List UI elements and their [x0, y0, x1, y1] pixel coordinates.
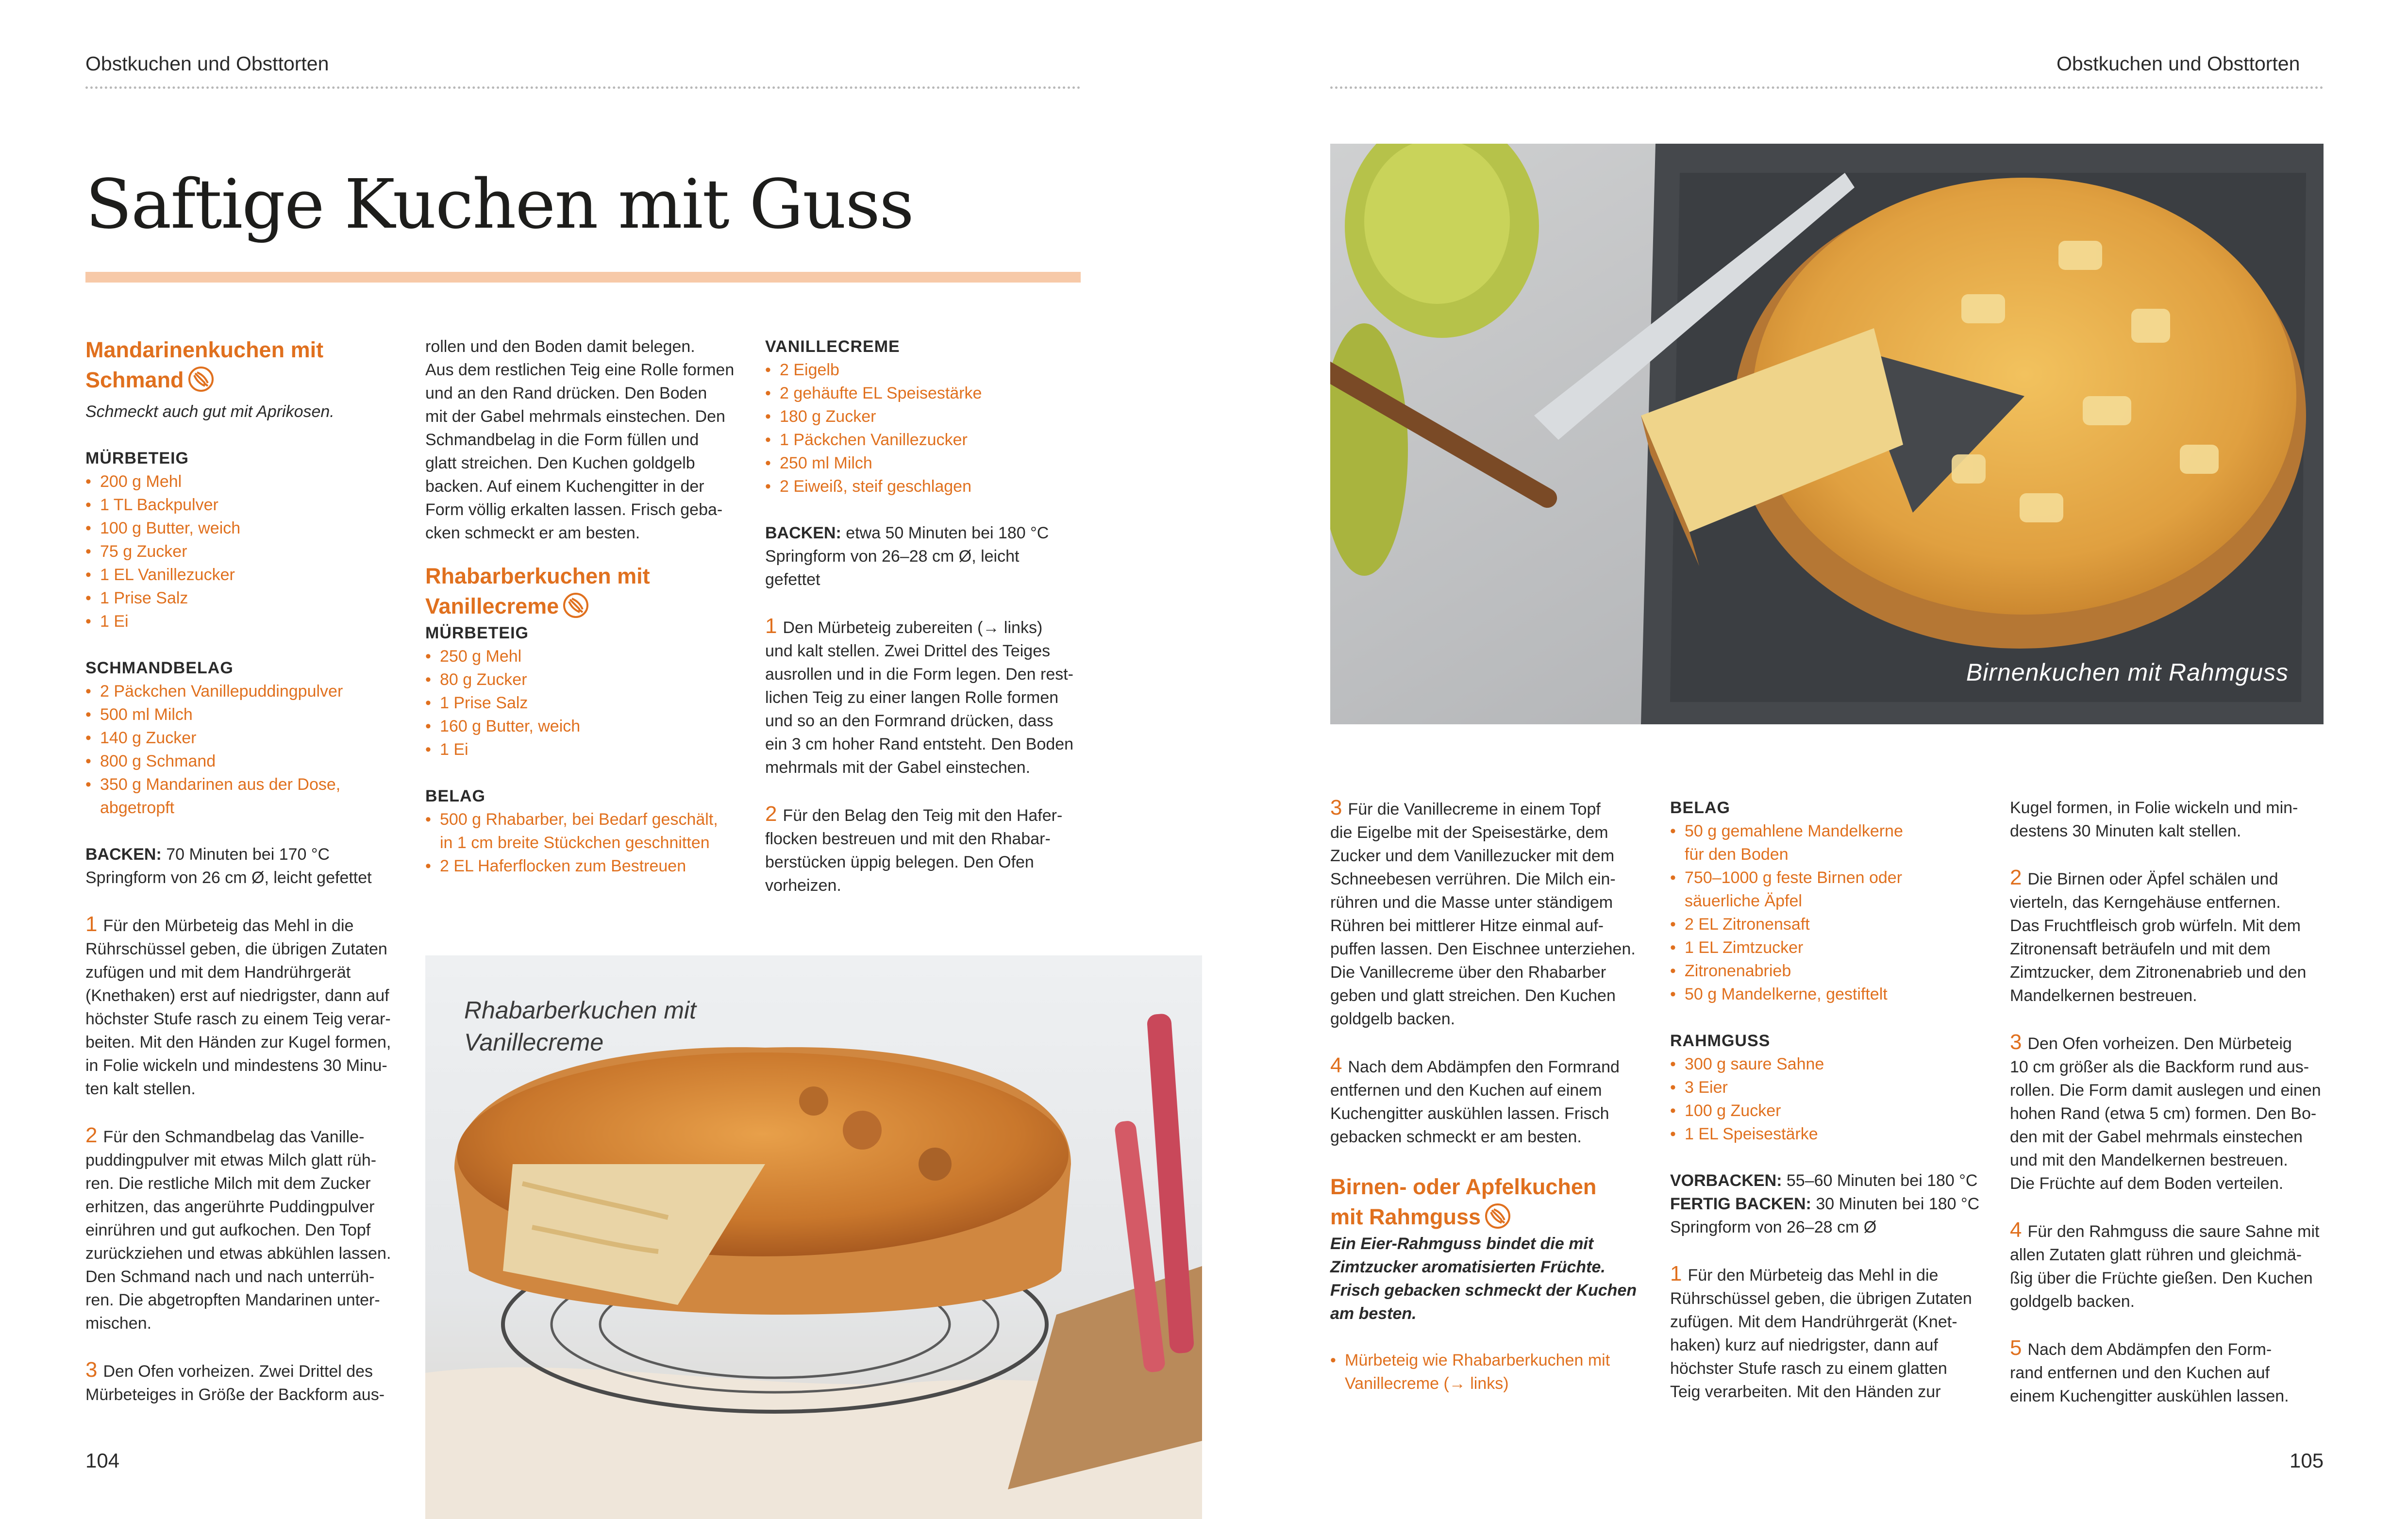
- ingredient-item-continued: abgetropft: [100, 799, 175, 817]
- text-line: [765, 568, 1095, 591]
- ingredient-item: • 200 g Mehl: [85, 470, 406, 493]
- page-title: Saftige Kuchen mit Guss: [85, 165, 913, 244]
- text-line: [1330, 796, 1660, 821]
- text-line-content: vorheizen.: [765, 876, 841, 895]
- page-number-right: 105: [2290, 1449, 2324, 1472]
- text-line: [85, 1149, 406, 1172]
- text-line: [2010, 1079, 2340, 1102]
- text-line-content: rand entfernen und den Kuchen auf: [2010, 1364, 2270, 1382]
- ingredient-item: • 300 g saure Sahne: [1670, 1052, 2000, 1076]
- text-line: [765, 545, 1095, 568]
- ingredient-item: • 140 g Zucker: [85, 726, 406, 750]
- text-line: [2010, 1149, 2340, 1172]
- text-line: [425, 498, 755, 521]
- text-line-content: den mit der Gabel mehrmals einstechen: [2010, 1128, 2303, 1146]
- text-line-content: 10 cm größer als die Backform rund aus-: [2010, 1058, 2309, 1076]
- text-line: [1330, 1054, 1660, 1079]
- text-line-content: und mit den Mandelkernen bestreuen.: [2010, 1151, 2288, 1169]
- text-line: [1330, 1232, 1660, 1255]
- ingredient-item: • 500 ml Milch: [85, 703, 406, 726]
- text-line-content: puffen lassen. Den Eischnee unterziehen.: [1330, 940, 1636, 958]
- step-number: 1: [765, 614, 777, 638]
- text-line: [425, 521, 755, 545]
- section-label: MÜRBETEIG: [425, 624, 529, 642]
- ingredient-item: • 2 EL Haferflocken zum Bestreuen: [425, 854, 755, 878]
- text-line: [2010, 1172, 2340, 1195]
- ingredient-item: • Zitronenabrieb: [1670, 959, 2000, 983]
- step-2: [765, 802, 1095, 897]
- ingredient-item: • 1 Ei: [425, 738, 755, 761]
- text-line: [765, 827, 1095, 851]
- text-line-content: Springform von 26–28 cm Ø, leicht: [765, 547, 1020, 566]
- photo-caption-rhubarb: Rhabarberkuchen mit Vanillecreme: [464, 997, 697, 1056]
- ingredient-item: • 2 EL Zitronensaft: [1670, 913, 2000, 936]
- continued-text: [425, 335, 755, 545]
- text-line: [1670, 1380, 2000, 1403]
- ingredient-list-belag: [425, 808, 755, 878]
- step-number: 3: [85, 1358, 98, 1382]
- text-line-content: einem Kuchengitter auskühlen lassen.: [2010, 1387, 2289, 1405]
- text-line-content: cken schmeckt er am besten.: [425, 524, 640, 542]
- text-line-content: mischen.: [85, 1314, 152, 1333]
- step-number: 2: [765, 802, 777, 826]
- text-line-content: Zitronensaft beträufeln und mit dem: [2010, 940, 2271, 958]
- text-line: [1330, 914, 1660, 937]
- ingredient-item-continued: säuerliche Äpfel: [1685, 892, 1802, 910]
- text-line-content: lichen Teig zu einer langen Rolle formen: [765, 688, 1059, 707]
- running-head-left: Obstkuchen und Obsttorten: [85, 52, 329, 75]
- text-line-content: am besten.: [1330, 1304, 1417, 1323]
- text-line: [2010, 1031, 2340, 1055]
- step-1: [1670, 1262, 2000, 1403]
- text-line: [2010, 1290, 2340, 1313]
- ingredient-item: • 750–1000 g feste Birnen oder: [1670, 866, 2000, 889]
- text-line: [765, 851, 1095, 874]
- text-line-content: Die Vanillecreme über den Rhabarber: [1330, 963, 1606, 982]
- text-line: [1330, 844, 1660, 868]
- text-line: [1330, 891, 1660, 914]
- text-line: [85, 1054, 406, 1077]
- text-line-content: glatt streichen. Den Kuchen goldgelb: [425, 454, 695, 472]
- baking-form: [765, 545, 1095, 591]
- ingredient-item: • 350 g Mandarinen aus der Dose,: [85, 773, 406, 796]
- ingredient-item: • 75 g Zucker: [85, 540, 406, 563]
- ingredient-item: • 1 Prise Salz: [85, 586, 406, 610]
- section-label: BELAG: [1670, 799, 1730, 817]
- baking-info: VORBACKEN: 55–60 Minuten bei 180 °C: [1670, 1171, 1978, 1190]
- ingredient-list-rahmguss: [1670, 1052, 2000, 1146]
- column-rhabarber-2: [765, 335, 1095, 897]
- text-line: [1330, 1279, 1660, 1302]
- text-line: [85, 1195, 406, 1219]
- text-line: [85, 1172, 406, 1195]
- ingredient-item: • 1 Prise Salz: [425, 691, 755, 715]
- text-line: [1330, 937, 1660, 961]
- text-line: [765, 733, 1095, 756]
- step-number: 2: [85, 1123, 98, 1147]
- ingredient-item-continued: in 1 cm breite Stückchen geschnitten: [440, 834, 710, 852]
- photo-rhubarb-cake: [425, 955, 1202, 1519]
- text-line: [85, 1007, 406, 1031]
- text-line: [765, 663, 1095, 686]
- ingredient-item: • 160 g Butter, weich: [425, 715, 755, 738]
- text-line: [765, 874, 1095, 897]
- step-4: [2010, 1219, 2340, 1313]
- text-line: [2010, 1243, 2340, 1267]
- text-line-content: höchster Stufe rasch zu einem glatten: [1670, 1359, 1947, 1378]
- ingredient-item: • 1 Ei: [85, 610, 406, 633]
- step-1: [765, 615, 1095, 779]
- whisk-icon: [1485, 1203, 1511, 1229]
- text-line: [2010, 961, 2340, 984]
- recipe-subtitle-mandarin: Schmeckt auch gut mit Aprikosen.: [85, 402, 334, 421]
- text-line-content: gefettet: [765, 570, 820, 589]
- text-line-content: haken) kurz auf niedrigster, dann auf: [1670, 1336, 1938, 1354]
- text-line-content: Zimtzucker, dem Zitronenabrieb und den: [2010, 963, 2307, 982]
- ingredient-item: • 180 g Zucker: [765, 405, 1095, 428]
- text-line-content: und an den Rand drücken. Den Boden: [425, 384, 707, 402]
- text-line-content: Rührschüssel geben, die übrigen Zutaten: [85, 940, 387, 958]
- text-line-content: beiten. Mit den Händen zur Kugel formen,: [85, 1033, 391, 1052]
- page-number-left: 104: [85, 1449, 120, 1472]
- pear-cake-illustration: [1330, 144, 2324, 724]
- baking-info: FERTIG BACKEN: 30 Minuten bei 180 °C: [1670, 1195, 1980, 1213]
- text-line: [85, 1031, 406, 1054]
- ingredient-item: • 3 Eier: [1670, 1076, 2000, 1099]
- text-line: [1330, 1125, 1660, 1149]
- text-line-content: flocken bestreuen und mit den Rhabar-: [765, 830, 1051, 848]
- text-line-content: und kalt stellen. Zwei Drittel des Teiges: [765, 642, 1051, 660]
- ingredient-item: • 250 ml Milch: [765, 451, 1095, 475]
- ingredient-item: • 2 Eigelb: [765, 358, 1095, 382]
- text-line-content: einrühren und gut aufkochen. Den Topf: [85, 1221, 371, 1239]
- text-line-content: Schneebesen verrühren. Die Milch ein-: [1330, 870, 1616, 888]
- text-line-content: Für den Mürbeteig das Mehl in die: [103, 917, 354, 935]
- text-line: [1670, 1310, 2000, 1334]
- text-line: [2010, 891, 2340, 914]
- column-mandarin: [85, 335, 406, 1406]
- text-line-content: Den Ofen vorheizen. Den Mürbeteig: [2027, 1035, 2292, 1053]
- text-line-content: ein 3 cm hoher Rand entsteht. Den Boden: [765, 735, 1074, 753]
- recipe-title-birnen: Birnen- oder Apfelkuchen mit Rahmguss: [1330, 1174, 1597, 1229]
- ingredient-item: • 80 g Zucker: [425, 668, 755, 691]
- text-line: [2010, 819, 2340, 843]
- ingredient-item: • 2 gehäufte EL Speisestärke: [765, 382, 1095, 405]
- header-divider-right: [1330, 86, 2324, 89]
- text-line-content: Das Fruchtfleisch grob würfeln. Mit dem: [2010, 917, 2301, 935]
- section-label: BELAG: [425, 787, 485, 805]
- text-line: [85, 937, 406, 961]
- text-line: [2010, 1361, 2340, 1385]
- text-line: [85, 984, 406, 1007]
- text-line: [1330, 1255, 1660, 1279]
- text-line: [1670, 1357, 2000, 1380]
- text-line: [2010, 1336, 2340, 1361]
- text-line: [765, 756, 1095, 779]
- text-line: [85, 1124, 406, 1149]
- ingredient-list-murbeteig: [1330, 1349, 1660, 1395]
- text-line-content: Frisch gebacken schmeckt der Kuchen: [1330, 1281, 1637, 1300]
- text-line-content: destens 30 Minuten kalt stellen.: [2010, 822, 2241, 840]
- title-underline: [85, 272, 1081, 283]
- ingredient-list-murbeteig: [85, 470, 406, 633]
- text-line-content: Kuchengitter auskühlen lassen. Frisch: [1330, 1104, 1609, 1123]
- text-line: [85, 1288, 406, 1312]
- text-line-content: Zucker und dem Vanillezucker mit dem: [1330, 847, 1615, 865]
- text-line: [1670, 1334, 2000, 1357]
- ingredient-item: • 1 EL Vanillezucker: [85, 563, 406, 586]
- step-4: [1330, 1054, 1660, 1149]
- step-number: 3: [2010, 1030, 2022, 1054]
- text-line: [765, 709, 1095, 733]
- text-line-content: geben und glatt streichen. Den Kuchen: [1330, 986, 1616, 1005]
- text-line: [85, 1219, 406, 1242]
- text-line-content: rollen. Die Form damit auslegen und einen: [2010, 1081, 2321, 1100]
- text-line-content: (Knethaken) erst auf niedrigster, dann auf: [85, 986, 389, 1005]
- text-line: [2010, 1102, 2340, 1125]
- text-line: [765, 802, 1095, 827]
- step-number: 3: [1330, 796, 1342, 819]
- text-line-content: mit der Gabel mehrmals einstechen. Den: [425, 407, 725, 426]
- step-1: [85, 913, 406, 1101]
- text-line-content: Teig verarbeiten. Mit den Händen zur: [1670, 1383, 1941, 1401]
- text-line-content: Für den Schmandbelag das Vanille-: [103, 1128, 365, 1146]
- baking-form: Springform von 26 cm Ø, leicht gefettet: [85, 868, 372, 887]
- text-line-content: Form völlig erkalten lassen. Frisch geba-: [425, 501, 723, 519]
- text-line: [2010, 1267, 2340, 1290]
- text-line: [2010, 796, 2340, 819]
- step-3: [85, 1358, 406, 1406]
- text-line-content: gebacken schmeckt er am besten.: [1330, 1128, 1582, 1146]
- text-line: [2010, 1219, 2340, 1243]
- whisk-icon: [188, 366, 214, 392]
- text-line-content: Schmandbelag in die Form füllen und: [425, 431, 699, 449]
- step-3: [2010, 1031, 2340, 1195]
- running-head-right: Obstkuchen und Obsttorten: [2057, 52, 2300, 75]
- text-line-content: Die Früchte auf dem Boden verteilen.: [2010, 1174, 2284, 1193]
- ingredient-list-vanillecreme: [765, 358, 1095, 498]
- step-number: 5: [2010, 1336, 2022, 1360]
- text-line-content: ausrollen und in die Form legen. Den rest-: [765, 665, 1073, 684]
- text-line-content: mehrmals mit der Gabel einstechen.: [765, 758, 1031, 777]
- section-label: RAHMGUSS: [1670, 1032, 1771, 1050]
- ingredient-item: • 2 Päckchen Vanillepuddingpulver: [85, 680, 406, 703]
- step-2: [2010, 866, 2340, 1007]
- text-line-content: und so an den Formrand drücken, dass: [765, 712, 1054, 730]
- text-line: [425, 405, 755, 428]
- text-line-content: zufügen und mit dem Handrührgerät: [85, 963, 351, 982]
- ingredient-item: • 100 g Butter, weich: [85, 517, 406, 540]
- text-line-content: puddingpulver mit etwas Milch glatt rüh-: [85, 1151, 377, 1169]
- text-line: [1330, 821, 1660, 844]
- text-line: [2010, 866, 2340, 891]
- text-line: [765, 615, 1095, 639]
- text-line-content: ßig über die Früchte gießen. Den Kuchen: [2010, 1269, 2313, 1287]
- text-line: [2010, 937, 2340, 961]
- text-line-content: rollen und den Boden damit belegen.: [425, 337, 695, 356]
- text-line-content: Kugel formen, in Folie wickeln und min-: [2010, 799, 2298, 817]
- text-line: [85, 913, 406, 937]
- ingredient-item: • 50 g Mandelkerne, gestiftelt: [1670, 983, 2000, 1006]
- baking-info: BACKEN: 70 Minuten bei 170 °C: [85, 845, 330, 864]
- text-line-content: entfernen und den Kuchen auf einem: [1330, 1081, 1602, 1100]
- text-line: [2010, 1385, 2340, 1408]
- text-line: [85, 961, 406, 984]
- text-line: [1670, 1287, 2000, 1310]
- ingredient-item: • 1 TL Backpulver: [85, 493, 406, 517]
- text-line-content: goldgelb backen.: [1330, 1010, 1455, 1028]
- ingredient-list-murbeteig: [425, 645, 755, 761]
- text-line-content: die Eigelbe mit der Speisestärke, dem: [1330, 823, 1608, 842]
- ingredient-item: • 1 EL Speisestärke: [1670, 1122, 2000, 1146]
- ingredient-item: • 1 Päckchen Vanillezucker: [765, 428, 1095, 451]
- text-line-content: Für den Rahmguss die saure Sahne mit: [2027, 1222, 2320, 1241]
- text-line-content: Für den Belag den Teig mit den Hafer-: [783, 806, 1063, 825]
- text-line-content: Den Mürbeteig zubereiten (→ links): [783, 618, 1043, 637]
- ingredient-list-schmand: [85, 680, 406, 819]
- text-line-content: erhitzen, das angerührte Puddingpulver: [85, 1198, 375, 1216]
- text-line-content: ren. Die restliche Milch mit dem Zucker: [85, 1174, 371, 1193]
- text-line-content: backen. Auf einem Kuchengitter in der: [425, 477, 704, 496]
- text-line-content: Den Schmand nach und nach unterrüh-: [85, 1268, 375, 1286]
- recipe-title-mandarin: Mandarinenkuchen mit Schmand: [85, 337, 324, 392]
- ingredient-list-belag: [1670, 819, 2000, 1006]
- ingredient-item-continued: für den Boden: [1685, 845, 1789, 864]
- text-line: [85, 1265, 406, 1288]
- ingredient-item: • 50 g gemahlene Mandelkerne: [1670, 819, 2000, 843]
- text-line-content: berstücken üppig belegen. Den Ofen: [765, 853, 1034, 871]
- column-right-1: [1330, 796, 1660, 1395]
- text-line: [425, 358, 755, 382]
- step-number: 4: [1330, 1053, 1342, 1077]
- text-line-content: Rührschüssel geben, die übrigen Zutaten: [1670, 1289, 1972, 1308]
- text-line: [1330, 1302, 1660, 1325]
- text-line-content: Nach dem Abdämpfen den Form-: [2027, 1340, 2272, 1359]
- recipe-subtitle-birnen: [1330, 1232, 1660, 1325]
- text-line-content: höchster Stufe rasch zu einem Teig verar-: [85, 1010, 391, 1028]
- ingredient-item: • Mürbeteig wie Rhabarberkuchen mit: [1330, 1349, 1660, 1372]
- ingredient-item: • 800 g Schmand: [85, 750, 406, 773]
- header-divider-left: [85, 86, 1081, 89]
- text-line: [85, 1242, 406, 1265]
- ingredient-item: • 500 g Rhabarber, bei Bedarf geschält,: [425, 808, 755, 831]
- text-line-content: hohen Rand (etwa 5 cm) formen. Den Bo-: [2010, 1104, 2317, 1123]
- text-line-content: zurückziehen und etwas abkühlen lassen.: [85, 1244, 391, 1263]
- text-line-content: Zimtzucker aromatisierten Früchte.: [1330, 1258, 1605, 1276]
- section-label: MÜRBETEIG: [85, 449, 189, 467]
- text-line-content: goldgelb backen.: [2010, 1292, 2135, 1311]
- text-line-content: ren. Die abgetropften Mandarinen unter-: [85, 1291, 380, 1309]
- step-3: [1330, 796, 1660, 1031]
- text-line-content: in Folie wickeln und mindestens 30 Minu-: [85, 1056, 387, 1075]
- text-line: [1670, 1262, 2000, 1287]
- text-line: [1330, 1079, 1660, 1102]
- text-line: [85, 1077, 406, 1101]
- text-line-content: Nach dem Abdämpfen den Formrand: [1348, 1058, 1620, 1076]
- continued-text: [2010, 796, 2340, 843]
- ingredient-item: • 100 g Zucker: [1670, 1099, 2000, 1122]
- text-line-content: rühren und die Masse unter ständigem: [1330, 893, 1613, 912]
- text-line: [425, 451, 755, 475]
- text-line: [85, 1383, 406, 1406]
- text-line: [425, 335, 755, 358]
- ingredient-item-continued: Vanillecreme (→ links): [1345, 1374, 1509, 1393]
- text-line-content: vierteln, das Kerngehäuse entfernen.: [2010, 893, 2281, 912]
- photo-caption-pear: Birnenkuchen mit Rahmguss: [1966, 659, 2289, 686]
- step-number: 1: [1670, 1262, 1682, 1285]
- ingredient-item: • 1 EL Zimtzucker: [1670, 936, 2000, 959]
- section-label: SCHMANDBELAG: [85, 659, 234, 677]
- text-line: [2010, 984, 2340, 1007]
- text-line: [425, 428, 755, 451]
- photo-pear-cake: [1330, 144, 2324, 724]
- text-line-content: Ein Eier-Rahmguss bindet die mit: [1330, 1235, 1594, 1253]
- baking-info: BACKEN: etwa 50 Minuten bei 180 °C: [765, 524, 1049, 542]
- text-line: [2010, 1125, 2340, 1149]
- text-line: [2010, 1055, 2340, 1079]
- step-5: [2010, 1336, 2340, 1408]
- text-line-content: Den Ofen vorheizen. Zwei Drittel des: [103, 1362, 373, 1381]
- text-line-content: allen Zutaten glatt rühren und gleichmä-: [2010, 1246, 2302, 1264]
- step-number: 1: [85, 912, 98, 936]
- text-line: [85, 1358, 406, 1383]
- text-line: [85, 1312, 406, 1335]
- text-line: [1330, 868, 1660, 891]
- step-number: 4: [2010, 1218, 2022, 1242]
- step-number: 2: [2010, 866, 2022, 889]
- ingredient-item: • 250 g Mehl: [425, 645, 755, 668]
- baking-form: Springform von 26–28 cm Ø: [1670, 1218, 1877, 1236]
- text-line: [2010, 914, 2340, 937]
- text-line-content: Rühren bei mittlerer Hitze einmal auf-: [1330, 917, 1604, 935]
- ingredient-item: • 2 Eiweiß, steif geschlagen: [765, 475, 1095, 498]
- recipe-title-rhabarber: Rhabarberkuchen mit Vanillecreme: [425, 564, 650, 618]
- text-line-content: zufügen. Mit dem Handrührgerät (Knet-: [1670, 1313, 1957, 1331]
- text-line: [1330, 961, 1660, 984]
- column-rhabarber: [425, 335, 755, 878]
- text-line: [425, 382, 755, 405]
- column-right-3: [2010, 796, 2340, 1408]
- text-line-content: Aus dem restlichen Teig eine Rolle formen: [425, 361, 735, 379]
- whisk-icon: [563, 592, 589, 618]
- text-line-content: Mürbeteiges in Größe der Backform aus-: [85, 1385, 385, 1404]
- text-line-content: Mandelkernen bestreuen.: [2010, 986, 2197, 1005]
- text-line: [425, 475, 755, 498]
- text-line-content: ten kalt stellen.: [85, 1080, 196, 1098]
- step-2: [85, 1124, 406, 1335]
- column-right-2: [1670, 796, 2000, 1403]
- text-line-content: Für den Mürbeteig das Mehl in die: [1688, 1266, 1939, 1285]
- text-line: [1330, 1102, 1660, 1125]
- text-line: [1330, 984, 1660, 1007]
- text-line: [765, 686, 1095, 709]
- text-line-content: Die Birnen oder Äpfel schälen und: [2027, 870, 2278, 888]
- text-line: [1330, 1007, 1660, 1031]
- section-label: VANILLECREME: [765, 337, 900, 356]
- text-line-content: Für die Vanillecreme in einem Topf: [1348, 800, 1601, 818]
- text-line: [765, 639, 1095, 663]
